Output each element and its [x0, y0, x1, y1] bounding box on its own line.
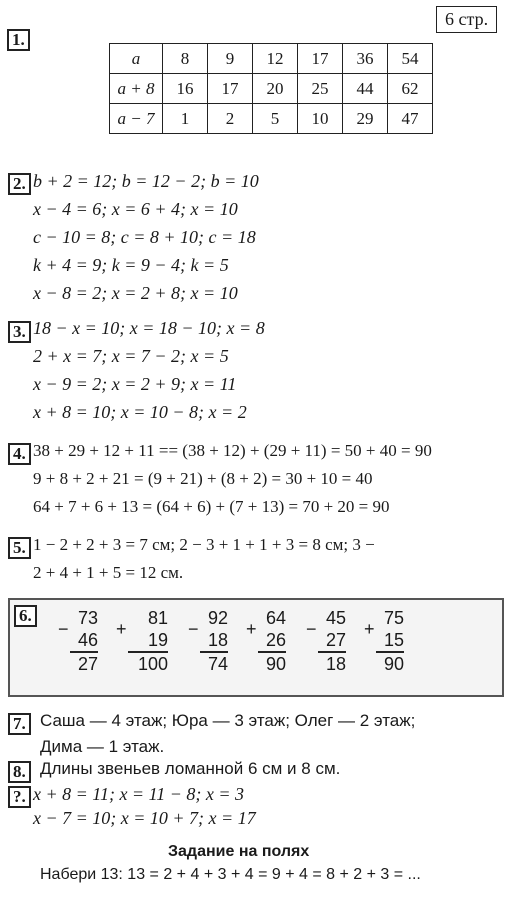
ex7-line: Дима — 1 этаж. — [40, 737, 165, 756]
op-sign: − — [58, 619, 69, 639]
column-mid: 46 — [70, 629, 98, 653]
table-row — [110, 74, 433, 104]
ex2-line: x − 8 = 2; x = 2 + 8; x = 10 — [33, 283, 238, 303]
table-cell: 29 — [343, 104, 388, 134]
ex4-line: 9 + 8 + 2 + 21 = (9 + 21) + (8 + 2) = 30 + 10 = 40 — [33, 469, 373, 488]
ex3-line: 18 − x = 10; x = 18 − 10; x = 8 — [33, 318, 265, 338]
column-result: 100 — [137, 654, 168, 674]
table-cell: 54 — [388, 44, 433, 74]
exq-line: x + 8 = 11; x = 11 − 8; x = 3 — [33, 784, 245, 804]
table-cell: 17 — [208, 74, 253, 104]
column-result: 27 — [77, 654, 98, 674]
table-row — [110, 104, 433, 134]
table-row-header: a + 8 — [110, 74, 163, 104]
ex4-line: 64 + 7 + 6 + 13 = (64 + 6) + (7 + 13) = 70 + 20 = 90 — [33, 497, 390, 516]
column-result: 90 — [265, 654, 286, 674]
table-cell: 2 — [208, 104, 253, 134]
exercise-2-number: 2. — [8, 173, 31, 195]
table-cell: 17 — [298, 44, 343, 74]
ex7-line: Саша — 4 этаж; Юра — 3 этаж; Олег — 2 этаж; — [40, 711, 416, 730]
ex2-line: b + 2 = 12; b = 12 − 2; b = 10 — [33, 171, 259, 191]
column-mid: 19 — [128, 629, 168, 653]
op-sign: − — [306, 619, 317, 639]
exercise-4-number: 4. — [8, 443, 31, 465]
ex5-line: 1 − 2 + 2 + 3 = 7 см; 2 − 3 + 1 + 1 + 3 = 8 см; 3 − — [33, 535, 375, 554]
table-cell: 62 — [388, 74, 433, 104]
margin-task-title: Задание на полях — [168, 843, 310, 860]
exercise-7-number: 7. — [8, 713, 31, 735]
op-sign: + — [116, 619, 127, 639]
value-table — [109, 43, 433, 134]
column-result: 90 — [383, 654, 404, 674]
table-cell: 16 — [163, 74, 208, 104]
column-calc — [318, 607, 346, 675]
ex3-line: 2 + x = 7; x = 7 − 2; x = 5 — [33, 346, 229, 366]
table-row-header: a − 7 — [110, 104, 163, 134]
column-top: 64 — [265, 608, 286, 628]
column-top: 81 — [147, 608, 168, 628]
ex2-line: k + 4 = 9; k = 9 − 4; k = 5 — [33, 255, 229, 275]
ex3-line: x − 9 = 2; x = 2 + 9; x = 11 — [33, 374, 237, 394]
op-sign: + — [364, 619, 375, 639]
table-cell: 1 — [163, 104, 208, 134]
exercise-6-number: 6. — [14, 605, 37, 627]
table-row-header: a — [110, 44, 163, 74]
ex3-line: x + 8 = 10; x = 10 − 8; x = 2 — [33, 402, 247, 422]
column-calc — [258, 607, 286, 675]
column-calc — [376, 607, 404, 675]
column-mid: 18 — [200, 629, 228, 653]
column-calc — [70, 607, 98, 675]
exq-line: x − 7 = 10; x = 10 + 7; x = 17 — [33, 808, 256, 828]
ex4-line: 38 + 29 + 12 + 11 == (38 + 12) + (29 + 11) = 50 + 40 = 90 — [33, 441, 432, 460]
exercise-8-number: 8. — [8, 761, 31, 783]
column-top: 75 — [383, 608, 404, 628]
column-top: 92 — [207, 608, 228, 628]
margin-task-line: Набери 13: 13 = 2 + 4 + 3 + 4 = 9 + 4 = 8 + 2 + 3 = ... — [40, 866, 421, 883]
table-cell: 12 — [253, 44, 298, 74]
column-calc — [200, 607, 228, 675]
exercise-question-number: ?. — [8, 786, 31, 808]
table-cell: 10 — [298, 104, 343, 134]
table-cell: 44 — [343, 74, 388, 104]
exercise-1-number: 1. — [7, 29, 30, 51]
table-cell: 8 — [163, 44, 208, 74]
table-cell: 36 — [343, 44, 388, 74]
table-row — [110, 44, 433, 74]
ex2-line: x − 4 = 6; x = 6 + 4; x = 10 — [33, 199, 238, 219]
ex5-line: 2 + 4 + 1 + 5 = 12 см. — [33, 563, 184, 582]
exercise-3-number: 3. — [8, 321, 31, 343]
column-top: 45 — [325, 608, 346, 628]
op-sign: − — [188, 619, 199, 639]
table-cell: 9 — [208, 44, 253, 74]
op-sign: + — [246, 619, 257, 639]
column-mid: 26 — [258, 629, 286, 653]
column-mid: 27 — [318, 629, 346, 653]
page-number-badge: 6 стр. — [436, 6, 497, 33]
column-calc — [128, 607, 168, 675]
table-cell: 5 — [253, 104, 298, 134]
column-top: 73 — [77, 608, 98, 628]
column-mid: 15 — [376, 629, 404, 653]
ex8-line: Длины звеньев ломанной 6 см и 8 см. — [40, 759, 341, 778]
column-result: 74 — [207, 654, 228, 674]
exercise-5-number: 5. — [8, 537, 31, 559]
ex2-line: c − 10 = 8; c = 8 + 10; c = 18 — [33, 227, 256, 247]
table-cell: 47 — [388, 104, 433, 134]
column-result: 18 — [325, 654, 346, 674]
table-cell: 20 — [253, 74, 298, 104]
table-cell: 25 — [298, 74, 343, 104]
